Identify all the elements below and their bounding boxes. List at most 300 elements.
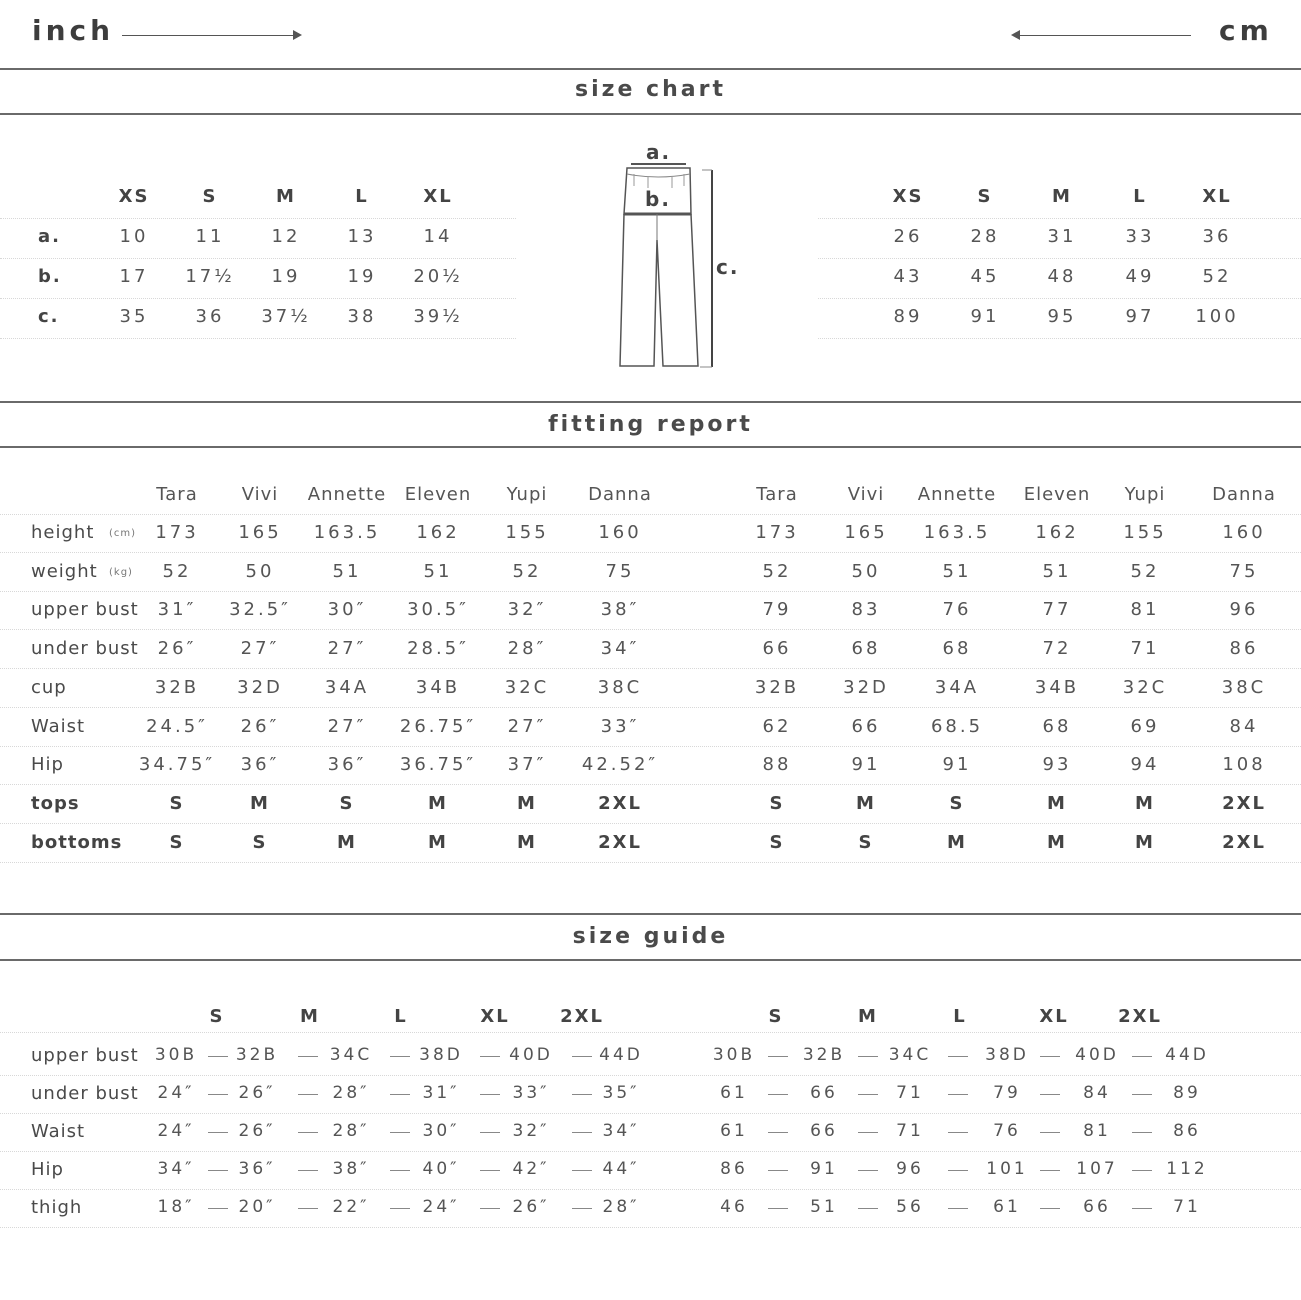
row-divider (0, 1075, 1301, 1076)
guide-size-header-inch: S (209, 1006, 225, 1027)
fitting-value-inch: 32.5″ (229, 599, 291, 621)
guide-value-inch: 30B (154, 1045, 198, 1065)
size-value-cm: 45 (970, 266, 1000, 287)
size-header-cm: XL (1202, 186, 1232, 207)
row-divider (0, 862, 1301, 863)
size-header-cm: L (1133, 186, 1147, 207)
fitting-value-cm: 79 (762, 599, 792, 621)
fitting-value-cm: M (1047, 831, 1067, 853)
guide-value-cm: 89 (1173, 1083, 1201, 1103)
guide-size-header-cm: 2XL (1118, 1006, 1162, 1027)
size-value-cm: 91 (970, 306, 1000, 327)
guide-value-cm: 32B (802, 1045, 846, 1065)
guide-value-inch: 28″ (332, 1121, 370, 1141)
row-divider (0, 823, 1301, 824)
guide-value-inch: 42″ (512, 1159, 550, 1179)
fitting-value-cm: 155 (1123, 522, 1167, 543)
guide-value-cm: 61 (720, 1121, 748, 1141)
fitting-value-cm: 50 (851, 560, 881, 582)
range-dash (390, 1170, 410, 1171)
fitting-value-inch: M (517, 792, 537, 814)
fitting-value-inch: 2XL (598, 831, 642, 853)
cm-unit-label: cm (1219, 14, 1273, 47)
fitting-row-label: height (31, 522, 95, 543)
row-divider (0, 514, 1301, 515)
range-dash (208, 1208, 228, 1209)
guide-value-inch: 18″ (157, 1197, 195, 1217)
guide-row-label: under bust (31, 1083, 139, 1104)
row-divider (0, 1113, 1301, 1114)
row-divider (0, 218, 516, 219)
range-dash (572, 1056, 592, 1057)
guide-value-inch: 32B (235, 1045, 279, 1065)
guide-value-inch: 40D (509, 1045, 553, 1065)
guide-row-label: Waist (31, 1121, 86, 1142)
fitting-value-inch: 52 (512, 560, 542, 582)
range-dash (1132, 1208, 1152, 1209)
fitting-value-inch: 34A (324, 676, 370, 698)
fitting-value-inch: S (252, 831, 268, 853)
fitting-value-cm: 66 (851, 715, 881, 737)
guide-size-header-inch: XL (480, 1006, 510, 1027)
size-header-cm: M (1052, 186, 1072, 207)
fitting-row-label: bottoms (31, 831, 123, 853)
size-value-cm: 36 (1202, 226, 1232, 247)
guide-value-inch: 31″ (422, 1083, 460, 1103)
range-dash (572, 1132, 592, 1133)
size-value-inch: 10 (119, 226, 149, 247)
range-dash (390, 1132, 410, 1133)
fitting-value-cm: 38C (1221, 676, 1267, 698)
fitting-report-top-rule (0, 401, 1301, 403)
fitting-report-title: fitting report (548, 412, 753, 437)
fitting-value-cm: 32D (843, 676, 889, 698)
guide-value-inch: 28″ (332, 1083, 370, 1103)
guide-value-cm: 61 (993, 1197, 1021, 1217)
row-divider (818, 338, 1301, 339)
guide-value-cm: 86 (720, 1159, 748, 1179)
range-dash (298, 1132, 318, 1133)
fitting-value-cm: 88 (762, 754, 792, 776)
right-arrow-line (122, 35, 294, 36)
fitting-value-inch: 27″ (327, 638, 367, 660)
range-dash (390, 1094, 410, 1095)
guide-value-cm: 112 (1166, 1159, 1208, 1179)
size-value-inch: 12 (271, 226, 301, 247)
size-guide-top-rule (0, 913, 1301, 915)
guide-value-cm: 71 (1173, 1197, 1201, 1217)
guide-size-header-cm: M (858, 1006, 878, 1027)
fitting-value-cm: 160 (1222, 522, 1266, 543)
fitting-row-label: Waist (31, 715, 86, 737)
range-dash (1132, 1094, 1152, 1095)
size-header-inch: S (202, 186, 218, 207)
size-header-inch: L (355, 186, 369, 207)
fitting-value-cm: 86 (1229, 638, 1259, 660)
range-dash (480, 1170, 500, 1171)
model-name-cm: Eleven (1023, 484, 1091, 505)
measurement-label: c. (38, 306, 60, 327)
size-value-cm: 43 (893, 266, 923, 287)
range-dash (858, 1056, 878, 1057)
fitting-value-cm: 2XL (1222, 792, 1266, 814)
guide-row-label: thigh (31, 1197, 83, 1218)
fitting-value-inch: M (428, 831, 448, 853)
guide-value-inch: 28″ (602, 1197, 640, 1217)
size-header-inch: XS (118, 186, 150, 207)
fitting-value-inch: 50 (245, 560, 275, 582)
guide-value-inch: 35″ (602, 1083, 640, 1103)
fitting-value-inch: 36.75″ (399, 754, 477, 776)
fitting-value-inch: S (169, 831, 185, 853)
guide-value-inch: 26″ (238, 1083, 276, 1103)
range-dash (858, 1094, 878, 1095)
row-divider (0, 746, 1301, 747)
fitting-value-cm: M (1135, 792, 1155, 814)
fitting-value-inch: 163.5 (313, 522, 381, 543)
model-name-inch: Eleven (404, 484, 472, 505)
guide-value-inch: 38″ (332, 1159, 370, 1179)
guide-value-inch: 34″ (157, 1159, 195, 1179)
size-chart-top-rule (0, 68, 1301, 70)
guide-value-cm: 46 (720, 1197, 748, 1217)
size-value-inch: 39½ (413, 306, 463, 327)
guide-value-cm: 79 (993, 1083, 1021, 1103)
diagram-label-b: b. (645, 187, 671, 211)
fitting-value-inch: 34″ (600, 638, 640, 660)
row-divider (0, 258, 516, 259)
row-divider (0, 338, 516, 339)
size-value-inch: 17½ (185, 266, 235, 287)
measurement-label: a. (38, 226, 61, 247)
guide-value-inch: 33″ (512, 1083, 550, 1103)
fitting-value-cm: 84 (1229, 715, 1259, 737)
fitting-value-inch: 34.75″ (138, 754, 216, 776)
size-value-inch: 14 (423, 226, 453, 247)
fitting-value-inch: 34B (415, 676, 461, 698)
row-divider (0, 1151, 1301, 1152)
range-dash (768, 1056, 788, 1057)
guide-value-cm: 71 (896, 1121, 924, 1141)
guide-value-cm: 107 (1076, 1159, 1118, 1179)
fitting-value-cm: 81 (1130, 599, 1160, 621)
model-name-inch: Tara (156, 484, 198, 505)
fitting-row-label: cup (31, 676, 67, 698)
fitting-value-cm: 32B (754, 676, 800, 698)
range-dash (572, 1094, 592, 1095)
fitting-value-cm: 93 (1042, 754, 1072, 776)
size-value-cm: 97 (1125, 306, 1155, 327)
row-divider (818, 258, 1301, 259)
fitting-row-label: upper bust (31, 599, 139, 621)
fitting-value-inch: 27″ (240, 638, 280, 660)
row-divider (0, 629, 1301, 630)
range-dash (858, 1208, 878, 1209)
row-divider (0, 668, 1301, 669)
fitting-value-cm: S (769, 831, 785, 853)
guide-value-cm: 38D (985, 1045, 1029, 1065)
model-name-inch: Annette (307, 484, 387, 505)
size-value-inch: 35 (119, 306, 149, 327)
size-guide-title: size guide (572, 924, 729, 949)
size-value-inch: 13 (347, 226, 377, 247)
size-chart-title: size chart (575, 77, 726, 102)
row-divider (0, 1032, 1301, 1033)
range-dash (480, 1094, 500, 1095)
fitting-value-cm: 34A (934, 676, 980, 698)
fitting-value-cm: 66 (762, 638, 792, 660)
guide-value-inch: 32″ (512, 1121, 550, 1141)
fitting-value-inch: 32B (154, 676, 200, 698)
range-dash (1132, 1132, 1152, 1133)
size-header-cm: S (977, 186, 993, 207)
fitting-value-cm: 76 (942, 599, 972, 621)
size-value-inch: 38 (347, 306, 377, 327)
range-dash (948, 1170, 968, 1171)
row-divider (0, 707, 1301, 708)
range-dash (390, 1056, 410, 1057)
size-value-cm: 26 (893, 226, 923, 247)
guide-value-cm: 84 (1083, 1083, 1111, 1103)
right-arrow-icon (293, 30, 302, 40)
size-value-inch: 37½ (261, 306, 311, 327)
size-value-cm: 48 (1047, 266, 1077, 287)
range-dash (298, 1170, 318, 1171)
size-value-inch: 20½ (413, 266, 463, 287)
fitting-row-label: tops (31, 792, 80, 814)
guide-value-inch: 34″ (602, 1121, 640, 1141)
fitting-value-cm: 34B (1034, 676, 1080, 698)
fitting-value-cm: 68 (942, 638, 972, 660)
guide-value-cm: 71 (896, 1083, 924, 1103)
size-value-inch: 19 (347, 266, 377, 287)
guide-value-inch: 20″ (238, 1197, 276, 1217)
fitting-value-inch: 162 (416, 522, 460, 543)
fitting-value-inch: 52 (162, 560, 192, 582)
fitting-value-inch: 33″ (600, 715, 640, 737)
guide-value-cm: 66 (810, 1121, 838, 1141)
size-header-inch: XL (423, 186, 453, 207)
guide-value-inch: 38D (419, 1045, 463, 1065)
guide-value-cm: 61 (720, 1083, 748, 1103)
range-dash (1132, 1170, 1152, 1171)
fitting-value-inch: 36″ (240, 754, 280, 776)
guide-value-cm: 66 (1083, 1197, 1111, 1217)
guide-value-cm: 56 (896, 1197, 924, 1217)
range-dash (948, 1208, 968, 1209)
fitting-value-cm: M (1047, 792, 1067, 814)
size-value-inch: 11 (195, 226, 225, 247)
fitting-value-inch: 27″ (507, 715, 547, 737)
guide-value-cm: 44D (1165, 1045, 1209, 1065)
fitting-value-cm: 68 (1042, 715, 1072, 737)
fitting-value-cm: 72 (1042, 638, 1072, 660)
guide-size-header-inch: 2XL (560, 1006, 604, 1027)
fitting-value-cm: M (856, 792, 876, 814)
fitting-value-cm: 51 (942, 560, 972, 582)
range-dash (948, 1056, 968, 1057)
fitting-value-cm: 163.5 (923, 522, 991, 543)
range-dash (480, 1056, 500, 1057)
guide-value-inch: 26″ (238, 1121, 276, 1141)
guide-value-cm: 30B (712, 1045, 756, 1065)
range-dash (1040, 1170, 1060, 1171)
range-dash (208, 1056, 228, 1057)
guide-value-cm: 91 (810, 1159, 838, 1179)
diagram-label-c: c. (716, 255, 740, 279)
model-name-cm: Annette (917, 484, 997, 505)
range-dash (298, 1208, 318, 1209)
size-chart-bottom-rule (0, 113, 1301, 115)
range-dash (572, 1170, 592, 1171)
row-divider (818, 218, 1301, 219)
guide-value-cm: 66 (810, 1083, 838, 1103)
guide-value-cm: 96 (896, 1159, 924, 1179)
range-dash (858, 1132, 878, 1133)
fitting-value-cm: 91 (942, 754, 972, 776)
range-dash (768, 1094, 788, 1095)
fitting-value-inch: 30.5″ (407, 599, 469, 621)
guide-value-inch: 26″ (512, 1197, 550, 1217)
size-value-cm: 28 (970, 226, 1000, 247)
fitting-value-cm: 51 (1042, 560, 1072, 582)
fitting-value-cm: 165 (844, 522, 888, 543)
fitting-value-inch: 32C (504, 676, 550, 698)
fitting-value-cm: 75 (1229, 560, 1259, 582)
range-dash (768, 1170, 788, 1171)
fitting-value-inch: 32″ (507, 599, 547, 621)
fitting-value-cm: S (769, 792, 785, 814)
fitting-value-cm: 71 (1130, 638, 1160, 660)
guide-value-cm: 81 (1083, 1121, 1111, 1141)
row-divider (0, 552, 1301, 553)
fitting-row-label: Hip (31, 754, 64, 776)
fitting-value-inch: 51 (423, 560, 453, 582)
fitting-row-label: weight (31, 560, 98, 582)
guide-size-header-inch: M (300, 1006, 320, 1027)
range-dash (572, 1208, 592, 1209)
range-dash (298, 1094, 318, 1095)
fitting-value-cm: 77 (1042, 599, 1072, 621)
model-name-inch: Yupi (506, 484, 548, 505)
size-value-cm: 89 (893, 306, 923, 327)
model-name-cm: Yupi (1124, 484, 1166, 505)
fitting-value-inch: 24.5″ (146, 715, 208, 737)
guide-size-header-inch: L (394, 1006, 408, 1027)
size-value-inch: 17 (119, 266, 149, 287)
fitting-value-cm: 52 (762, 560, 792, 582)
fitting-value-cm: M (1135, 831, 1155, 853)
model-name-cm: Tara (756, 484, 798, 505)
fitting-value-inch: 155 (505, 522, 549, 543)
size-value-cm: 52 (1202, 266, 1232, 287)
fitting-value-inch: 2XL (598, 792, 642, 814)
range-dash (480, 1132, 500, 1133)
fitting-value-cm: M (947, 831, 967, 853)
fitting-value-inch: 165 (238, 522, 282, 543)
guide-value-cm: 40D (1075, 1045, 1119, 1065)
fitting-value-inch: M (250, 792, 270, 814)
fitting-value-inch: 32D (237, 676, 283, 698)
row-divider (0, 591, 1301, 592)
range-dash (858, 1170, 878, 1171)
guide-value-inch: 24″ (157, 1121, 195, 1141)
fitting-value-inch: 173 (155, 522, 199, 543)
row-divider (0, 784, 1301, 785)
guide-value-inch: 44D (599, 1045, 643, 1065)
range-dash (948, 1132, 968, 1133)
fitting-value-cm: S (858, 831, 874, 853)
guide-value-cm: 34C (888, 1045, 932, 1065)
guide-row-label: Hip (31, 1159, 64, 1180)
size-value-cm: 100 (1195, 306, 1239, 327)
guide-value-inch: 36″ (238, 1159, 276, 1179)
range-dash (208, 1132, 228, 1133)
measurement-label: b. (38, 266, 62, 287)
range-dash (208, 1170, 228, 1171)
fitting-value-inch: 160 (598, 522, 642, 543)
fitting-value-cm: 96 (1229, 599, 1259, 621)
guide-size-header-cm: XL (1039, 1006, 1069, 1027)
fitting-value-cm: 52 (1130, 560, 1160, 582)
fitting-value-inch: 51 (332, 560, 362, 582)
fitting-value-inch: 26″ (157, 638, 197, 660)
size-guide-bottom-rule (0, 959, 1301, 961)
fitting-value-cm: 83 (851, 599, 881, 621)
guide-value-cm: 76 (993, 1121, 1021, 1141)
guide-row-label: upper bust (31, 1045, 139, 1066)
row-divider (818, 298, 1301, 299)
fitting-value-inch: S (169, 792, 185, 814)
range-dash (948, 1094, 968, 1095)
guide-value-inch: 30″ (422, 1121, 460, 1141)
range-dash (1040, 1208, 1060, 1209)
guide-value-cm: 51 (810, 1197, 838, 1217)
fitting-value-inch: 26″ (240, 715, 280, 737)
size-value-cm: 31 (1047, 226, 1077, 247)
fitting-value-inch: 26.75″ (399, 715, 477, 737)
guide-value-cm: 86 (1173, 1121, 1201, 1141)
fitting-value-cm: 2XL (1222, 831, 1266, 853)
diagram-label-a: a. (646, 140, 672, 164)
range-dash (390, 1208, 410, 1209)
fitting-value-cm: S (949, 792, 965, 814)
fitting-value-cm: 69 (1130, 715, 1160, 737)
range-dash (1040, 1056, 1060, 1057)
size-value-inch: 19 (271, 266, 301, 287)
fitting-value-inch: 30″ (327, 599, 367, 621)
fitting-row-label: under bust (31, 638, 139, 660)
guide-value-inch: 24″ (422, 1197, 460, 1217)
size-value-cm: 33 (1125, 226, 1155, 247)
fitting-value-cm: 68 (851, 638, 881, 660)
range-dash (768, 1208, 788, 1209)
size-value-cm: 95 (1047, 306, 1077, 327)
fitting-value-inch: 75 (605, 560, 635, 582)
row-divider (0, 1189, 1301, 1190)
fitting-value-inch: 36″ (327, 754, 367, 776)
fitting-value-inch: 37″ (507, 754, 547, 776)
range-dash (208, 1094, 228, 1095)
fitting-value-inch: S (339, 792, 355, 814)
guide-value-inch: 34C (329, 1045, 373, 1065)
guide-value-cm: 101 (986, 1159, 1028, 1179)
fitting-report-bottom-rule (0, 446, 1301, 448)
guide-size-header-cm: S (768, 1006, 784, 1027)
model-name-cm: Danna (1212, 484, 1276, 505)
range-dash (1132, 1056, 1152, 1057)
range-dash (298, 1056, 318, 1057)
